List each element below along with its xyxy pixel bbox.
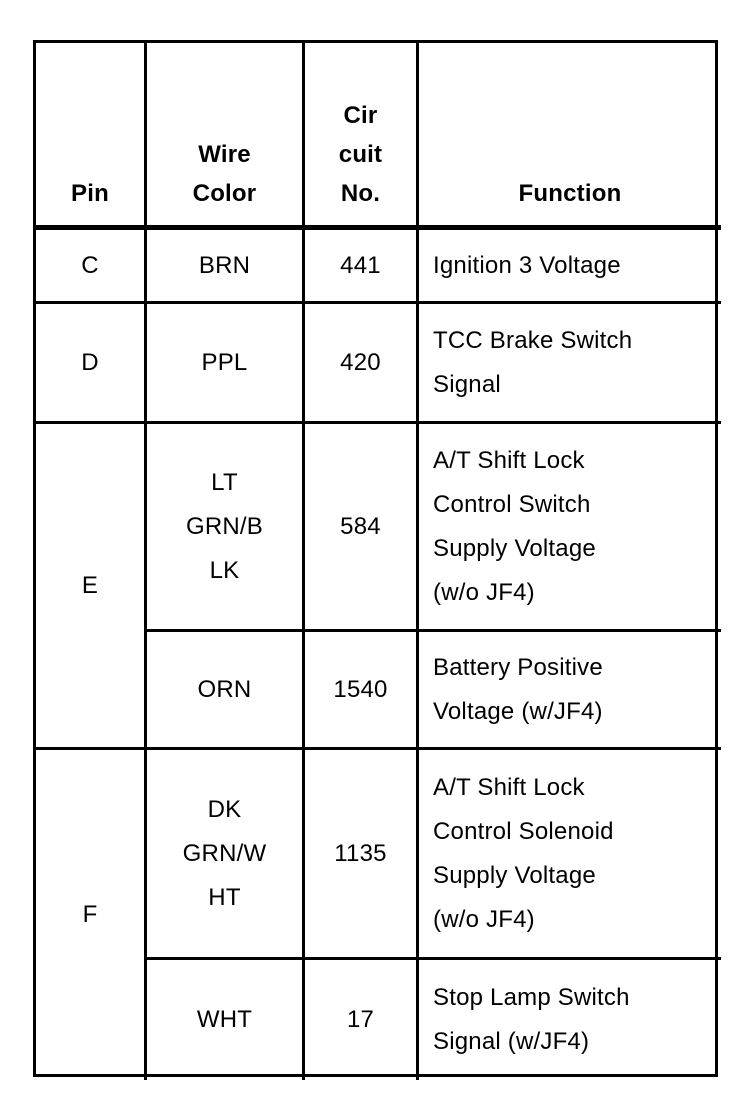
pin-value: C [81,251,99,279]
circuit-no-cell [305,960,419,1080]
header-function-label: Function [518,180,622,207]
wire-color-value: DK GRN/W HT [182,795,267,911]
pin-cell [36,424,147,750]
circuit-no-value: 1540 [333,675,388,703]
function-value: A/T Shift Lock Control Solenoid Supply Voltage (w/o JF4) [433,773,614,933]
function-value: A/T Shift Lock Control Switch Supply Voltage (w/o JF4) [433,446,596,606]
function-value: Battery Positive Voltage (w/JF4) [433,653,603,725]
wire-color-cell [147,230,305,304]
wire-color-cell [147,424,305,632]
circuit-no-value: 1135 [334,839,387,867]
wire-color-cell [147,750,305,960]
wire-color-value: ORN [197,675,252,703]
wire-color-cell [147,304,305,424]
circuit-no-value: 441 [340,251,381,279]
wire-color-cell [147,632,305,750]
header-circuit-no-label: Cir cuit No. [338,102,383,207]
circuit-no-cell [305,424,419,632]
pin-value: D [81,348,99,376]
header-circuit-no [305,43,419,230]
circuit-no-cell [305,304,419,424]
header-pin [36,43,147,230]
header-wire-color-label: Wire Color [192,141,257,207]
circuit-no-cell [305,230,419,304]
function-value: Stop Lamp Switch Signal (w/JF4) [433,984,630,1055]
pin-cell [36,750,147,1080]
header-wire-color [147,43,305,230]
wire-color-value: WHT [196,1006,253,1033]
pin-value: E [81,571,99,599]
header-function [419,43,721,230]
circuit-no-cell [305,750,419,960]
function-cell [419,632,721,750]
function-cell [419,304,721,424]
pin-cell [36,230,147,304]
header-pin-label: Pin [71,180,109,207]
circuit-no-cell [305,632,419,750]
function-cell [419,750,721,960]
function-cell [419,230,721,304]
function-value: TCC Brake Switch Signal [433,326,633,398]
wire-color-cell [147,960,305,1080]
circuit-no-value: 420 [340,348,381,376]
circuit-no-value: 584 [340,512,381,540]
wire-color-value: BRN [198,251,251,279]
circuit-no-value: 17 [346,1006,375,1033]
wire-color-value: PPL [201,348,248,376]
wire-color-value: LT GRN/B LK [185,468,263,584]
function-value: Ignition 3 Voltage [433,251,621,279]
function-cell [419,424,721,632]
connector-pinout-table [33,40,718,1077]
pin-value: F [82,901,98,928]
function-cell [419,960,721,1080]
pin-cell [36,304,147,424]
